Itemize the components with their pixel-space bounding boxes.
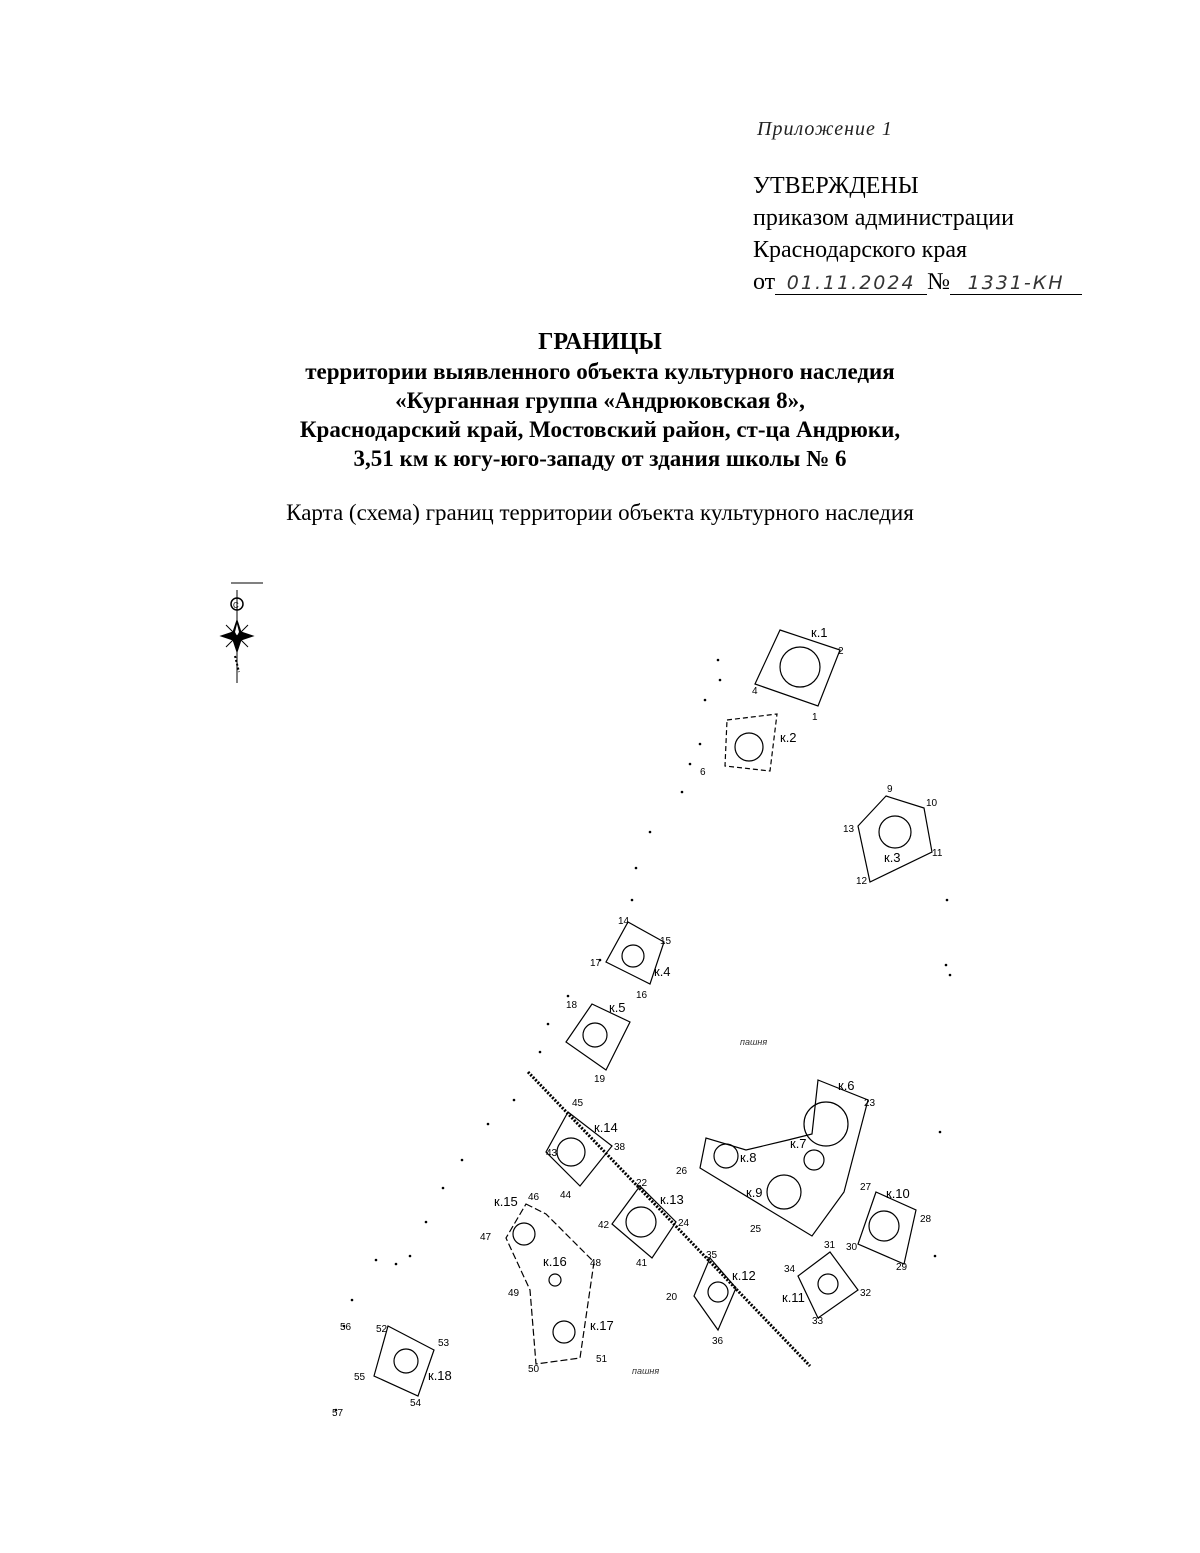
order-number-label: №	[927, 269, 951, 295]
title-line-1: территории выявленного объекта культурного наследия	[305, 359, 895, 384]
kurgan-12-mound	[708, 1282, 728, 1302]
kurgan-3-mound	[879, 816, 911, 848]
point-number: 52	[376, 1324, 388, 1335]
kurgan-labels	[428, 625, 910, 1383]
kurgan-label-5: к.5	[609, 1000, 626, 1015]
kurgan-label-10: к.10	[886, 1186, 910, 1201]
point-number: 14	[618, 916, 630, 927]
order-line	[753, 266, 1082, 298]
point-number: 42	[598, 1220, 610, 1231]
kurgan-label-3: к.3	[884, 850, 901, 865]
point-number: 36	[712, 1336, 724, 1347]
kurgan-18-mound	[394, 1349, 418, 1373]
point-number: 24	[678, 1218, 690, 1229]
point-number: 4	[752, 686, 758, 697]
kurgan-6-mound	[804, 1102, 848, 1146]
kurgan-11-boundary	[798, 1252, 858, 1318]
order-number: 1331-КН	[950, 272, 1082, 295]
point-number: 34	[784, 1264, 796, 1275]
point-number: 22	[636, 1178, 648, 1189]
point-number: 30	[846, 1242, 858, 1253]
dotted-boundary-trace	[335, 659, 952, 1412]
point-number: 31	[824, 1240, 836, 1251]
point-number: 10	[926, 798, 938, 809]
kurgan-3-boundary	[858, 796, 932, 882]
kurgan-label-11: к.11	[782, 1290, 805, 1305]
kurgan-2-boundary	[725, 714, 777, 771]
map-caption: Карта (схема) границ территории объекта культурного наследия	[286, 500, 914, 525]
kurgan-label-8: к.8	[740, 1150, 757, 1165]
point-number: 57	[332, 1408, 344, 1419]
kurgan-16-mound	[549, 1274, 561, 1286]
point-number: 26	[676, 1166, 688, 1177]
approval-line-2: Краснодарского края	[753, 237, 968, 263]
point-number: 23	[864, 1098, 876, 1109]
kurgan-boundaries	[374, 630, 932, 1396]
point-number: 54	[410, 1398, 422, 1409]
point-number: 49	[508, 1288, 520, 1299]
order-from-label: от	[753, 269, 776, 295]
point-number: 56	[340, 1322, 352, 1333]
kurgan-9-mound	[767, 1175, 801, 1209]
kurgan-10-boundary	[858, 1192, 916, 1264]
approval-title: УТВЕРЖДЕНЫ	[753, 173, 919, 199]
order-date: 01.11.2024	[775, 272, 927, 295]
kurgan-8-mound	[714, 1144, 738, 1168]
kurgan-label-16: к.16	[543, 1254, 567, 1269]
kurgan-label-17: к.17	[590, 1318, 614, 1333]
point-number: 38	[614, 1142, 626, 1153]
point-number: 25	[750, 1224, 762, 1235]
field-label-1: пашня	[740, 1037, 768, 1047]
point-number: 18	[566, 1000, 578, 1011]
approval-block	[753, 170, 1082, 298]
kurgan-18-boundary	[374, 1326, 434, 1396]
point-number: 6	[700, 767, 706, 778]
appendix-label: Приложение 1	[757, 118, 893, 140]
point-number: 28	[920, 1214, 932, 1225]
kurgan-4-mound	[622, 945, 644, 967]
kurgan-14-mound	[557, 1138, 585, 1166]
kurgan-label-14: к.14	[594, 1120, 618, 1135]
title-line-2: «Курганная группа «Андрюковская 8»,	[395, 388, 805, 413]
point-number: 33	[812, 1316, 824, 1327]
compass-north-label: С	[233, 601, 239, 610]
kurgan-17-mound	[553, 1321, 575, 1343]
point-number: 44	[560, 1190, 572, 1201]
kurgan-7-mound	[804, 1150, 824, 1170]
point-number: 20	[666, 1292, 678, 1303]
point-number: 55	[354, 1372, 366, 1383]
approval-line-1: приказом администрации	[753, 205, 1014, 231]
kurgan-10-mound	[869, 1211, 899, 1241]
point-number: 48	[590, 1258, 602, 1269]
point-number: 12	[856, 876, 868, 887]
point-number: 45	[572, 1098, 584, 1109]
road-line	[528, 1072, 810, 1366]
point-number: 19	[594, 1074, 606, 1085]
title-line-4: 3,51 км к югу-юго-западу от здания школы № 6	[353, 446, 847, 471]
boundary-map	[0, 560, 1200, 1553]
kurgan-label-9: к.9	[746, 1185, 763, 1200]
kurgan-11-mound	[818, 1274, 838, 1294]
field-labels	[632, 1037, 767, 1376]
point-number: 13	[843, 824, 855, 835]
point-number: 9	[887, 784, 893, 795]
point-number: 11	[932, 848, 943, 859]
kurgan-label-18: к.18	[428, 1368, 452, 1383]
title-heading: ГРАНИЦЫ	[538, 329, 662, 355]
document-title	[0, 328, 1200, 473]
title-line-3: Краснодарский край, Мостовский район, ст-ца Андрюки,	[299, 417, 901, 442]
point-number: 15	[660, 936, 672, 947]
kurgan-1-mound	[780, 647, 820, 687]
point-number: 43	[546, 1148, 558, 1159]
point-number: 41	[636, 1258, 648, 1269]
kurgan-label-1: к.1	[811, 625, 828, 640]
point-number: 17	[590, 958, 602, 969]
kurgan-label-13: к.13	[660, 1192, 684, 1207]
kurgan-13-mound	[626, 1207, 656, 1237]
kurgan-label-15: к.15	[494, 1194, 518, 1209]
point-number: 35	[706, 1250, 718, 1261]
kurgan-5-mound	[583, 1023, 607, 1047]
point-number: 27	[860, 1182, 872, 1193]
point-number: 1	[812, 712, 818, 723]
kurgan-label-2: к.2	[780, 730, 797, 745]
point-number: 53	[438, 1338, 450, 1349]
point-number: 29	[896, 1262, 908, 1273]
field-label-2: пашня	[632, 1366, 660, 1376]
kurgan-label-12: к.12	[732, 1268, 756, 1283]
point-number: 51	[596, 1354, 608, 1365]
kurgan-2-mound	[735, 733, 763, 761]
vertex-numbers	[332, 646, 943, 1419]
point-number: 50	[528, 1364, 540, 1375]
kurgan-label-7: к.7	[790, 1136, 807, 1151]
kurgan-label-4: к.4	[654, 964, 671, 979]
north-arrow-icon	[221, 583, 263, 683]
kurgan-label-6: к.6	[838, 1078, 855, 1093]
kurgan-6-9-boundary	[700, 1080, 868, 1236]
point-number: 16	[636, 990, 648, 1001]
point-number: 2	[838, 646, 844, 657]
point-number: 46	[528, 1192, 540, 1203]
point-number: 47	[480, 1232, 492, 1243]
kurgan-15-mound	[513, 1223, 535, 1245]
point-number: 32	[860, 1288, 872, 1299]
kurgan-1-boundary	[755, 630, 840, 706]
